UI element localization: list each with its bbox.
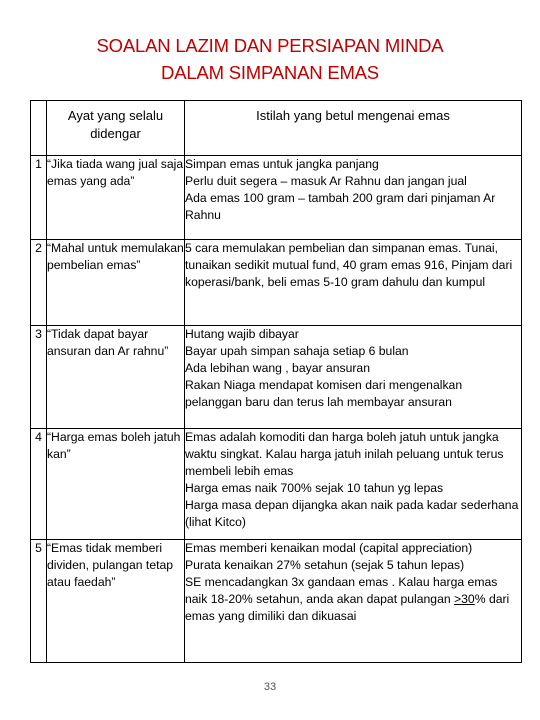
explanation-line: Rakan Niaga mendapat komisen dari mengenalkan pelanggan baru dan terus lah membayar ansuran xyxy=(185,378,463,409)
row-phrase: “Jika tiada wang jual saja emas yang ada” xyxy=(47,156,185,240)
explanation-line: Purata kenaikan 27% setahun (sejak 5 tahun lepas) xyxy=(185,558,465,572)
table-row xyxy=(31,240,522,326)
document-title xyxy=(0,32,540,86)
row-phrase: “Emas tidak memberi dividen, pulangan tetap atau faedah” xyxy=(47,540,185,663)
title-line-2: DALAM SIMPANAN EMAS xyxy=(161,62,379,83)
explanation-line: 5 cara memulakan pembelian dan simpanan emas. Tunai, tunaikan sedikit mutual fund, 40 gram emas 916, Pinjam dari koperasi/bank, beli emas 5-10 gram dahulu dan kumpul xyxy=(185,241,513,289)
row-explanation xyxy=(185,240,522,326)
row-number: 1 xyxy=(31,156,47,240)
title-line-1: SOALAN LAZIM DAN PERSIAPAN MINDA xyxy=(96,35,444,56)
header-phrase: Ayat yang selalu didengar xyxy=(47,101,185,156)
table-row xyxy=(31,326,522,429)
row-number: 3 xyxy=(31,326,47,429)
explanation-line: Emas memberi kenaikan modal (capital appreciation) xyxy=(185,541,473,555)
row-explanation xyxy=(185,540,522,663)
explanation-line: Ada emas 100 gram – tambah 200 gram dari pinjaman Ar Rahnu xyxy=(185,191,496,222)
row-number: 2 xyxy=(31,240,47,326)
row-explanation xyxy=(185,429,522,540)
row-number: 5 xyxy=(31,540,47,663)
table-row xyxy=(31,429,522,540)
underlined-value: >30 xyxy=(454,592,475,606)
row-phrase: “Harga emas boleh jatuh kan” xyxy=(47,429,185,540)
explanation-line: SE mencadangkan 3x gandaan emas . Kalau harga emas naik 18-20% setahun, anda akan dapat pulangan >30% dari emas yang dimiliki dan dikuasai xyxy=(185,575,510,623)
explanation-line: Emas adalah komoditi dan harga boleh jatuh untuk jangka waktu singkat. Kalau harga jatuh inilah peluang untuk terus membeli lebih emas xyxy=(185,430,504,478)
explanation-line: Harga masa depan dijangka akan naik pada kadar sederhana (lihat Kitco) xyxy=(185,498,519,529)
explanation-line: Simpan emas untuk jangka panjang xyxy=(185,157,379,171)
row-explanation xyxy=(185,156,522,240)
row-number: 4 xyxy=(31,429,47,540)
header-number-cell xyxy=(31,101,47,156)
table-row xyxy=(31,540,522,663)
row-phrase: “Tidak dapat bayar ansuran dan Ar rahnu” xyxy=(47,326,185,429)
explanation-line: Harga emas naik 700% sejak 10 tahun yg lepas xyxy=(185,481,444,495)
explanation-line: Bayar upah simpan sahaja setiap 6 bulan xyxy=(185,344,409,358)
header-explanation: Istilah yang betul mengenai emas xyxy=(185,101,522,156)
row-phrase: “Mahal untuk memulakan pembelian emas” xyxy=(47,240,185,326)
row-explanation xyxy=(185,326,522,429)
explanation-line: Hutang wajib dibayar xyxy=(185,327,299,341)
explanation-line: Perlu duit segera – masuk Ar Rahnu dan jangan jual xyxy=(185,174,467,188)
table-header-row xyxy=(31,101,522,156)
page-number: 33 xyxy=(263,681,277,693)
table-row xyxy=(31,156,522,240)
explanation-line: Ada lebihan wang , bayar ansuran xyxy=(185,361,370,375)
faq-table xyxy=(30,100,522,663)
